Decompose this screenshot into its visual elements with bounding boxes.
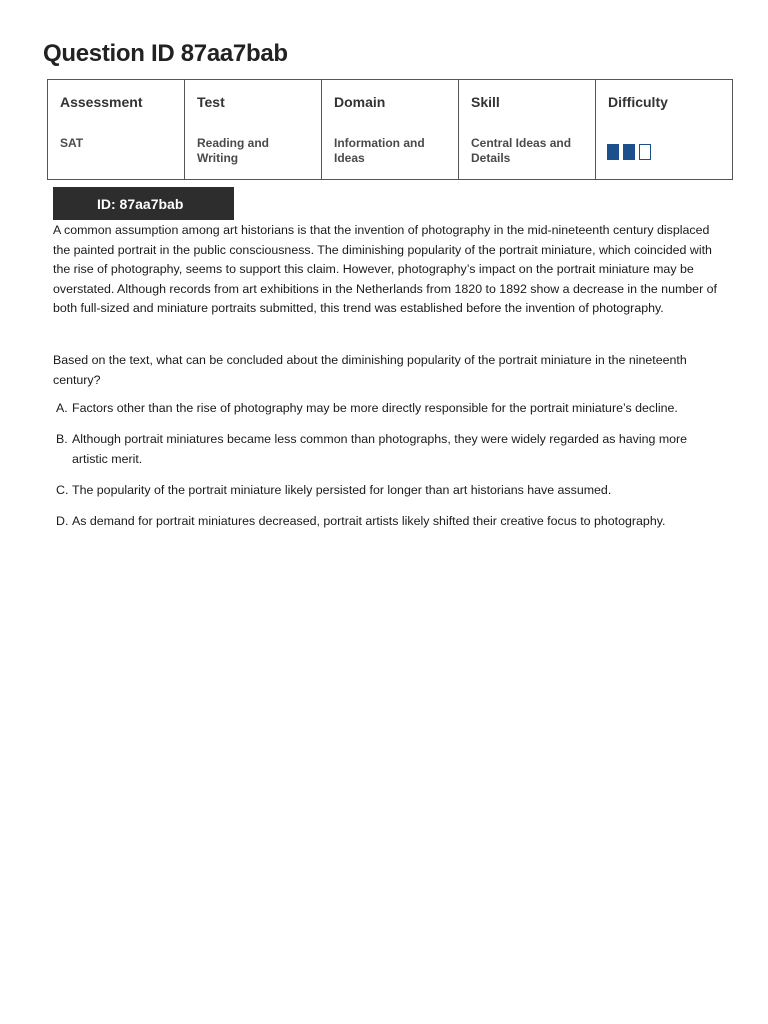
choice-letter: B. [56, 432, 68, 446]
domain-value: Information and Ideas [334, 136, 425, 165]
difficulty-column [596, 80, 732, 179]
domain-header: Domain [334, 94, 386, 110]
skill-value: Central Ideas and Details [471, 136, 572, 165]
assessment-header: Assessment [60, 94, 143, 110]
choice-text: Factors other than the rise of photography may be more directly responsible for the portrait miniature’s decline. [72, 401, 678, 415]
difficulty-header: Difficulty [608, 94, 668, 110]
assessment-column [48, 80, 185, 179]
difficulty-bar-filled [623, 144, 635, 160]
question-metadata-table [47, 79, 733, 180]
test-value: Reading and Writing [197, 136, 270, 165]
choice-text: Although portrait miniatures became less common than photographs, they were widely regarded as having more artistic merit. [72, 432, 688, 466]
question-passage: A common assumption among art historians is that the invention of photography in the mid-nineteenth century displaced the painted portrait in the public consciousness. The diminishing popularity of the portrait miniature, which coincided with the rise of photography, seems to support this claim. However, photography’s impact on the portrait miniature may be overstated. Although records from art exhibitions in the Netherlands from 1820 to 1892 show a decrease in the number of both full-sized and miniature portraits submitted, this trend was established before the invention of photography. [53, 223, 717, 315]
test-column [185, 80, 322, 179]
question-id-label: ID: 87aa7bab [97, 195, 184, 212]
skill-column [459, 80, 596, 179]
answer-choice-d [56, 512, 726, 532]
choice-text: The popularity of the portrait miniature likely persisted for longer than art historians have assumed. [72, 482, 612, 497]
difficulty-bar-filled [607, 144, 619, 160]
answer-choice-b [56, 430, 726, 469]
difficulty-bar-empty [639, 144, 651, 160]
assessment-value: SAT [60, 136, 84, 150]
question-prompt: Based on the text, what can be concluded about the diminishing popularity of the portrait miniature in the nineteenth century? [53, 353, 687, 387]
difficulty-indicator [607, 144, 651, 160]
choice-text: As demand for portrait miniatures decreased, portrait artists likely shifted their creative focus to photography. [72, 513, 666, 528]
answer-choices [56, 399, 726, 543]
question-id-banner [53, 187, 234, 220]
choice-letter: C. [56, 482, 69, 497]
skill-header: Skill [471, 94, 500, 110]
test-header: Test [197, 94, 225, 110]
choice-letter: D. [56, 513, 69, 528]
page-title: Question ID 87aa7bab [43, 40, 288, 67]
answer-choice-a [56, 399, 726, 419]
domain-column [322, 80, 459, 179]
choice-letter: A. [56, 401, 68, 415]
answer-choice-c [56, 481, 726, 501]
